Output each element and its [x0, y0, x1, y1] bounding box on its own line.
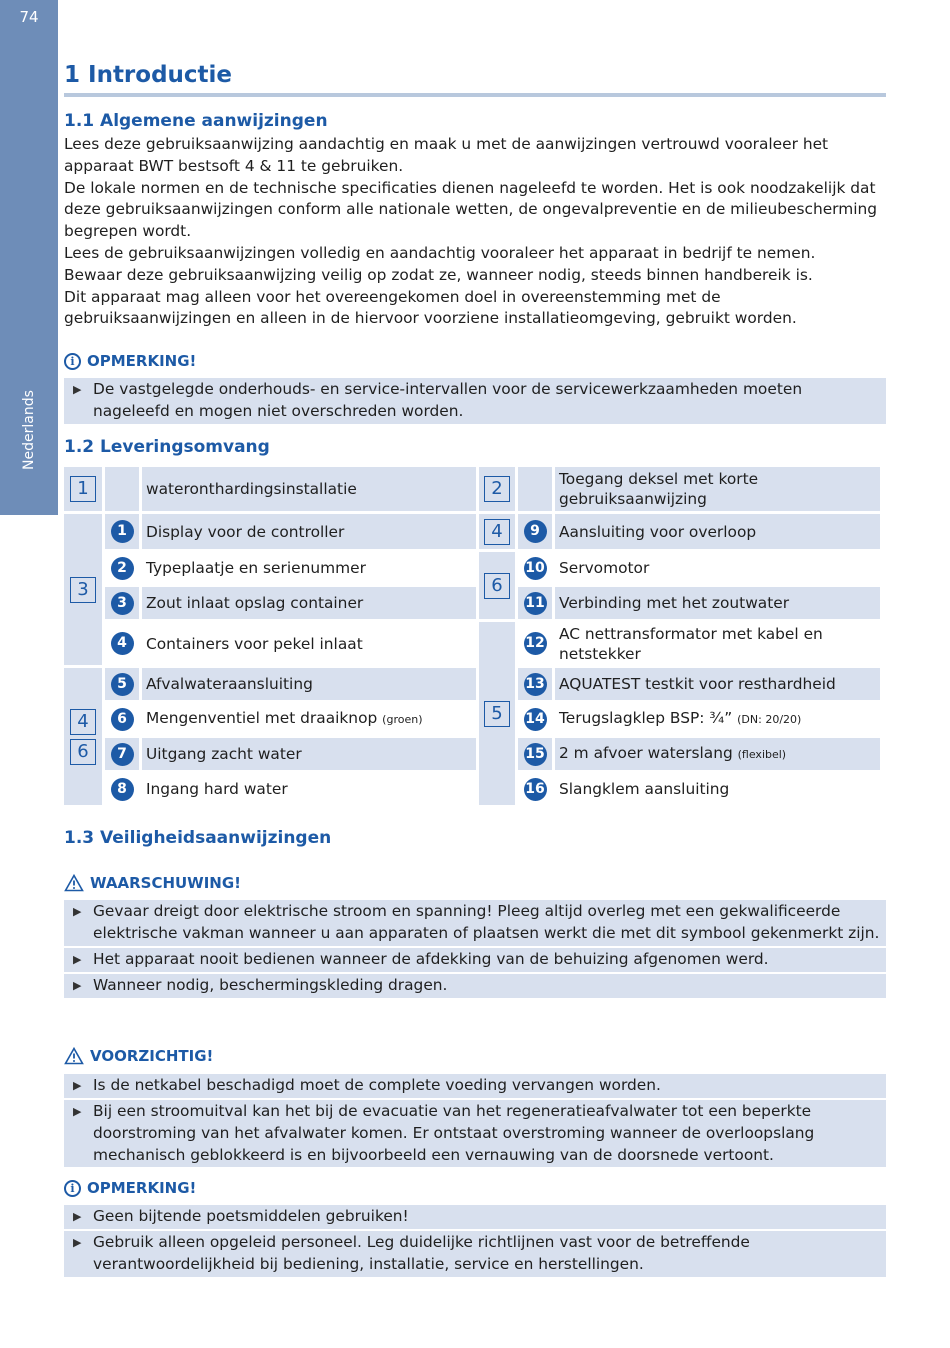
section-heading-scope: 1.2 Leveringsomvang [64, 437, 270, 457]
table-row [64, 622, 880, 665]
paragraph: Dit apparaat mag alleen voor het overeengekomen doel in overeenstemming met de gebruiksaanwijzingen en alleen in de hiervoor voorziene installatieomgeving, gebruikt worden. [64, 287, 797, 328]
note-heading [64, 1179, 196, 1197]
list-item [64, 1231, 886, 1277]
item-text: Slangklem aansluiting [559, 780, 730, 798]
item-number: 5 [111, 673, 134, 696]
item-text: Display voor de controller [142, 514, 476, 549]
sidebar [0, 0, 58, 515]
triangle-bullet-icon: ▶ [73, 383, 82, 396]
info-icon: i [64, 353, 81, 370]
caution-heading-text: VOORZICHTIG! [90, 1047, 214, 1065]
list-item [64, 1100, 886, 1167]
triangle-bullet-icon: ▶ [73, 1105, 82, 1118]
section-heading-general: 1.1 Algemene aanwijzingen [64, 111, 328, 131]
caution-list [64, 1074, 886, 1167]
item-number: 3 [111, 592, 134, 615]
item-text: Containers voor pekel inlaat [146, 634, 363, 653]
list-item [64, 1205, 886, 1229]
warning-heading-text: WAARSCHUWING! [90, 874, 242, 892]
box-number: 5 [484, 701, 510, 727]
item-text: Terugslagklep BSP: ¾” [559, 709, 733, 727]
list-item-text: Is de netkabel beschadigd moet de complete voeding vervangen worden. [93, 1076, 661, 1094]
item-text: Servomotor [559, 559, 650, 577]
item-text: Aansluiting voor overloop [555, 514, 880, 549]
list-item [64, 974, 886, 998]
triangle-bullet-icon: ▶ [73, 1210, 82, 1223]
triangle-bullet-icon: ▶ [73, 1079, 82, 1092]
triangle-bullet-icon: ▶ [73, 978, 82, 992]
list-item-text: Wanneer nodig, beschermingskleding dragen. [93, 975, 448, 994]
language-label: Nederlands [21, 390, 37, 470]
table-row [64, 467, 880, 511]
warning-triangle-icon [64, 874, 84, 892]
table-row [64, 587, 880, 619]
page-number: 74 [19, 8, 39, 26]
warning-triangle-icon [64, 1047, 84, 1065]
warning-heading [64, 874, 241, 892]
item-text: Ingang hard water [146, 780, 288, 798]
paragraph: De lokale normen en de technische specificaties dienen nageleefd te worden. Het is ook noodzakelijk dat deze gebruiksaanwijzingen conform alle nationale wetten, de ongevalpreventie en de milieubescherming begrepen wordt. [64, 178, 878, 241]
note-heading [64, 352, 196, 370]
item-number: 16 [524, 778, 547, 801]
item-text: Toegang deksel met korte gebruiksaanwijzing [555, 467, 880, 511]
item-text: 2 m afvoer waterslang [559, 744, 733, 762]
info-icon: i [64, 1180, 81, 1197]
list-item-text: Gebruik alleen opgeleid personeel. Leg duidelijke richtlijnen vast voor de betreffende verantwoordelijkheid bij bediening, installatie, service en herstellingen. [93, 1233, 750, 1273]
box-number: 4 [484, 519, 510, 545]
triangle-bullet-icon: ▶ [73, 952, 82, 966]
item-number: 2 [111, 557, 134, 580]
box-number: 1 [70, 476, 96, 502]
table-row [64, 552, 880, 584]
caution-heading [64, 1047, 213, 1065]
list-item-text: Geen bijtende poetsmiddelen gebruiken! [93, 1207, 409, 1225]
item-text: Typeplaatje en serienummer [146, 559, 366, 577]
scope-table [61, 464, 883, 808]
box-number: 3 [70, 577, 96, 603]
item-text: Verbinding met het zoutwater [555, 587, 880, 619]
page-title: 1 Introductie [64, 62, 233, 88]
item-number: 6 [111, 708, 134, 731]
list-item-text: Het apparaat nooit bedienen wanneer de afdekking van de behuizing afgenomen werd. [93, 949, 769, 968]
item-number: 1 [111, 520, 134, 543]
warning-list [64, 900, 886, 998]
note-list [64, 1205, 886, 1277]
box-number: 6 [484, 573, 510, 599]
item-number: 4 [111, 632, 134, 655]
item-number: 10 [524, 557, 547, 580]
table-row [64, 703, 880, 735]
note-heading-text: OPMERKING! [87, 1179, 197, 1197]
paragraph: Lees deze gebruiksaanwijzing aandachtig en maak u met de aanwijzingen vertrouwd vooraleer het apparaat BWT bestsoft 4 & 11 te gebruiken. [64, 135, 829, 175]
item-note: (flexibel) [737, 748, 787, 761]
list-item-text: De vastgelegde onderhouds- en service-intervallen voor de servicewerkzaamheden moeten nageleefd en mogen niet overschreden worden. [93, 380, 803, 420]
list-item [64, 948, 886, 972]
paragraph: Lees de gebruiksaanwijzingen volledig en aandachtig vooraleer het apparaat in bedrijf te nemen. [64, 243, 816, 262]
item-note: (groen) [382, 713, 423, 726]
item-number: 14 [524, 708, 547, 731]
item-number: 8 [111, 778, 134, 801]
item-text: AC nettransformator met kabel en netstekker [559, 624, 823, 663]
table-row [64, 668, 880, 700]
table-row [64, 773, 880, 805]
item-text: Zout inlaat opslag container [142, 587, 476, 619]
triangle-bullet-icon: ▶ [73, 905, 82, 918]
item-number: 12 [524, 632, 547, 655]
box-number: 4 [70, 709, 96, 735]
item-number: 9 [524, 520, 547, 543]
item-text: Afvalwateraansluiting [142, 668, 476, 700]
list-item-text: Bij een stroomuitval kan het bij de evacuatie van het regeneratieafvalwater tot een beperkte doorstroming van het afvalwater komen. Er ontstaat overstroming wanneer de overloopslang mechanisch geblokkeerd is en bijvoorbeeld een vernauwing van de doorsnede vertoont. [93, 1102, 815, 1164]
item-text: Mengenventiel met draaiknop [146, 709, 378, 727]
item-number: 15 [524, 743, 547, 766]
item-number: 13 [524, 673, 547, 696]
list-item [64, 900, 886, 946]
list-item [64, 378, 886, 424]
item-text: Uitgang zacht water [142, 738, 476, 770]
item-note: (DN: 20/20) [737, 713, 802, 726]
title-divider [64, 93, 886, 97]
box-number: 6 [70, 739, 96, 765]
section-heading-safety: 1.3 Veiligheidsaanwijzingen [64, 828, 332, 848]
note-heading-text: OPMERKING! [87, 352, 197, 370]
item-number: 7 [111, 743, 134, 766]
list-item [64, 1074, 886, 1098]
box-number: 2 [484, 476, 510, 502]
paragraph: Bewaar deze gebruiksaanwijzing veilig op zodat ze, wanneer nodig, steeds binnen handbereik is. [64, 265, 813, 284]
general-paragraphs [64, 134, 886, 330]
item-text: AQUATEST testkit voor resthardheid [555, 668, 880, 700]
table-row [64, 514, 880, 549]
note-list [64, 378, 886, 424]
item-text: wateronthardingsinstallatie [142, 467, 476, 511]
table-row [64, 738, 880, 770]
item-number: 11 [524, 592, 547, 615]
list-item-text: Gevaar dreigt door elektrische stroom en spanning! Pleeg altijd overleg met een gekwalificeerde elektrische vakman wanneer u aan apparaten of plaatsen werkt die met dit symbool gekenmerkt zijn. [93, 902, 880, 942]
triangle-bullet-icon: ▶ [73, 1236, 82, 1249]
